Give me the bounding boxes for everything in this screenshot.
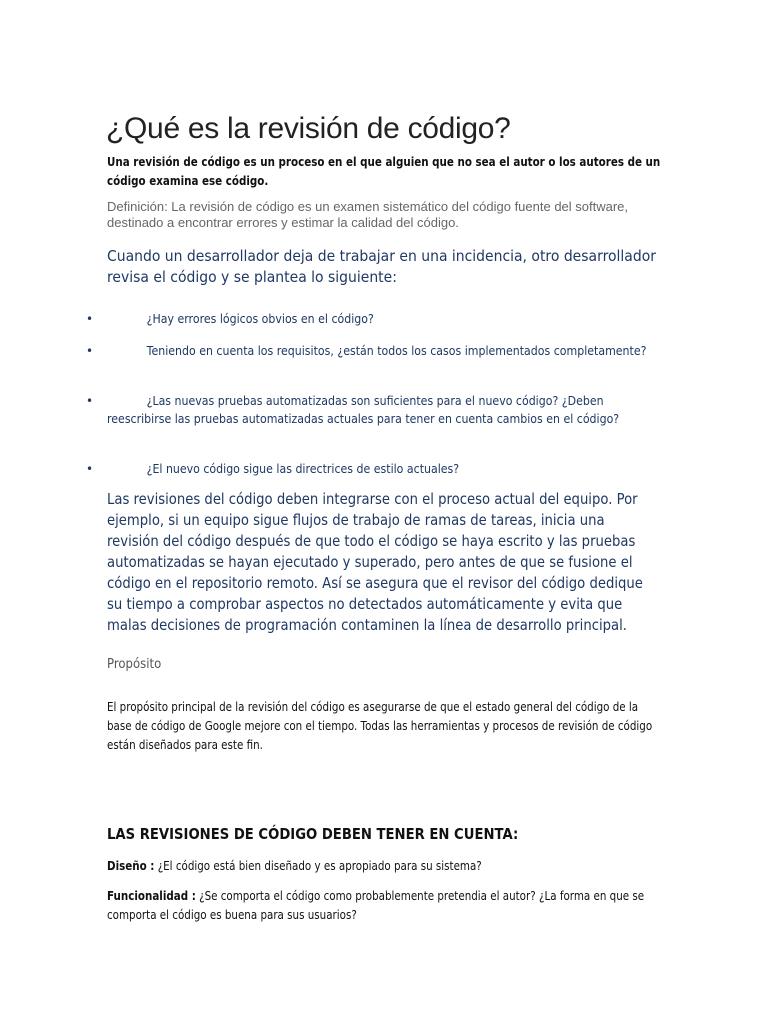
bullet-icon: •	[86, 394, 94, 408]
lead-paragraph: Cuando un desarrollador deja de trabajar en una incidencia, otro desarrollador revisa el código y se plantea lo siguiente:	[107, 247, 656, 286]
page-title: ¿Qué es la revisión de código?	[106, 112, 511, 145]
criteria-text: ¿El código está bien diseñado y es apropiado para su sistema?	[154, 859, 482, 873]
bullet-icon: •	[86, 462, 94, 476]
list-item-text: ¿Las nuevas pruebas automatizadas son suficientes para el nuevo código? ¿Deben reescribirse las pruebas automatizadas actuales para tener en cuenta cambios en el código?	[107, 393, 620, 426]
criteria-term: Diseño :	[107, 859, 155, 873]
bullet-icon: •	[86, 344, 94, 358]
list-item-text: Teniendo en cuenta los requisitos, ¿están todos los casos implementados completamente?	[146, 343, 647, 358]
integration-paragraph: Las revisiones del código deben integrarse con el proceso actual del equipo. Por ejemplo, si un equipo sigue flujos de trabajo de ramas de tareas, inicia una revisión del código después de que todo el código se haya escrito y las pruebas automatizadas se hayan ejecutado y superado, pero antes de que se fusione el código en el repositorio remoto. Así se asegura que el revisor del código dedique su tiempo a comprobar aspectos no detectados automáticamente y evita que malas decisiones de programación contaminen la línea de desarrollo principal.	[107, 490, 643, 634]
criteria-term: Funcionalidad :	[107, 889, 196, 903]
intro-paragraph: Una revisión de código es un proceso en el que alguien que no sea el autor o los autores de un código examina ese código.	[107, 155, 661, 188]
definition-paragraph: Definición: La revisión de código es un examen sistemático del código fuente del software, destinado a encontrar errores y estimar la calidad del código.	[107, 199, 629, 230]
criteria-item-design	[107, 857, 645, 876]
section-heading: LAS REVISIONES DE CÓDIGO DEBEN TENER EN CUENTA:	[107, 825, 519, 843]
purpose-heading: Propósito	[107, 657, 162, 672]
list-item-text: ¿El nuevo código sigue las directrices de estilo actuales?	[146, 461, 460, 476]
criteria-item-functionality	[107, 887, 645, 925]
criteria-text: ¿Se comporta el código como probablemente pretendia el autor? ¿La forma en que se comporta el código es buena para sus usuarios?	[107, 889, 645, 922]
purpose-paragraph: El propósito principal de la revisión del código es asegurarse de que el estado general del código de la base de código de Google mejore con el tiempo. Todas las herramientas y procesos de revisión de código están diseñados para este fin.	[107, 700, 653, 752]
bullet-icon: •	[86, 312, 94, 326]
list-item-text: ¿Hay errores lógicos obvios en el código?	[146, 311, 374, 326]
